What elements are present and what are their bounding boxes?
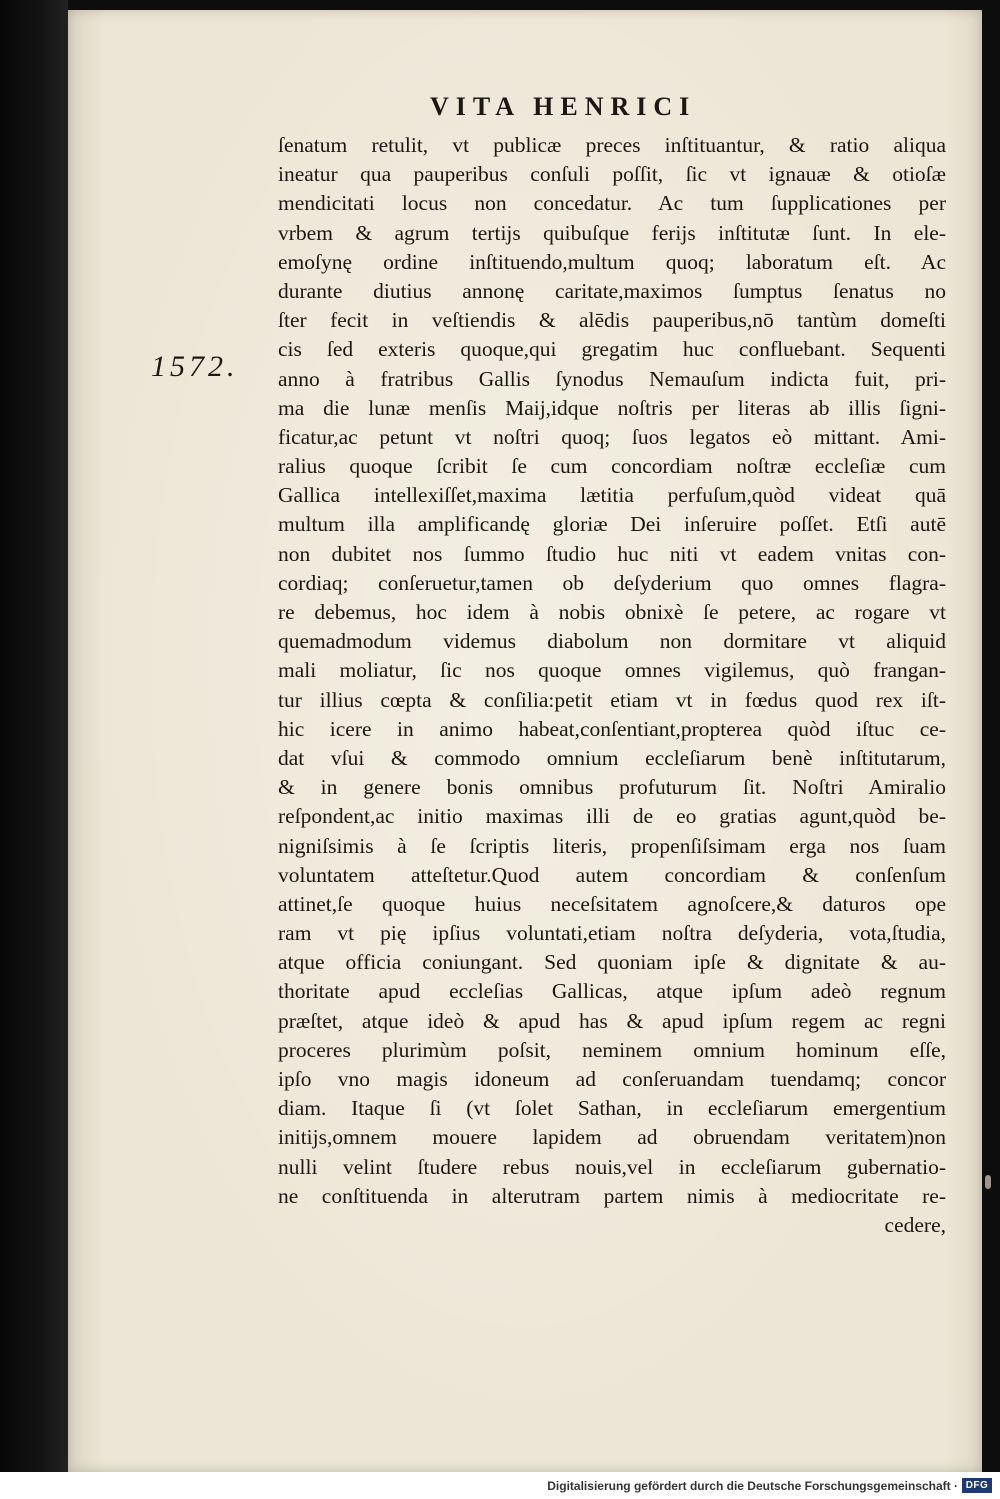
text-line: re debemus, hoc idem à nobis obnixè ſe petere, ac rogare vt xyxy=(278,600,946,624)
text-line: nigniſsimis à ſe ſcriptis literis, propenſiſsimam erga nos ſuam xyxy=(278,833,946,858)
text-line: tur illius cœpta & conſilia:petit etiam vt in fœdus quod rex iſt- xyxy=(278,687,946,712)
text-line: vrbem & agrum tertijs quibuſque ferijs inſtitutæ ſunt. In ele- xyxy=(278,220,946,245)
text-line: Gallica intellexiſſet,maxima lætitia perfuſum,quòd videat quā xyxy=(278,483,946,508)
dfg-logo: DFG xyxy=(962,1478,992,1493)
text-line: proceres plurimùm poſsit, neminem omnium hominum eſſe, xyxy=(278,1037,946,1062)
text-line: multum illa amplificandę gloriæ Dei inſeruire poſſet. Etſi autē xyxy=(278,512,946,537)
page-stain xyxy=(985,1175,991,1189)
text-line: anno à fratribus Gallis ſynodus Nemauſum indicta fuit, pri- xyxy=(278,366,946,391)
text-line: reſpondent,ac initio maximas illi de eo gratias agunt,quòd be- xyxy=(278,804,946,829)
text-line: dat vſui & commodo omnium eccleſiarum benè inſtitutarum, xyxy=(278,745,946,770)
text-line: ma die lunæ menſis Maij,idque noſtris per literas ab illis ſigni- xyxy=(278,395,946,420)
margin-note-year: 1572. xyxy=(151,350,239,383)
footer-credit: Digitalisierung gefördert durch die Deutsche Forschungsgemeinschaft · xyxy=(547,1479,958,1493)
text-line: cordiaq; conſeruetur,tamen ob deſyderium quo omnes flagra- xyxy=(278,570,946,595)
text-line: ipſo vno magis idoneum ad conſeruandam tuendamq; concor xyxy=(278,1067,946,1091)
text-line: cedere, xyxy=(884,1212,946,1237)
running-head: VITA HENRICI xyxy=(430,92,697,121)
text-line: hic icere in animo habeat,conſentiant,propterea quòd iſtuc ce- xyxy=(278,716,946,741)
text-line: ſenatum retulit, vt publicæ preces inſtituantur, & ratio aliqua xyxy=(278,133,946,157)
footer-bar xyxy=(0,1472,1000,1499)
text-line: attinet,ſe quoque huius neceſsitatem agnoſcere,& daturos ope xyxy=(278,891,946,916)
text-line: non dubitet nos ſummo ſtudio huc niti vt eadem vnitas con- xyxy=(278,541,946,566)
body-text xyxy=(278,131,946,1240)
text-line: mendicitati locus non concedatur. Ac tum ſupplicationes per xyxy=(278,191,946,216)
text-line: voluntatem atteſtetur.Quod autem concordiam & conſenſum xyxy=(278,862,946,887)
text-line: emoſynę ordine inſtituendo,multum quoq; laboratum eſt. Ac xyxy=(278,249,946,274)
text-line: præſtet, atque ideò & apud has & apud ipſum regem ac regni xyxy=(278,1008,946,1033)
text-line: diam. Itaque ſi (vt ſolet Sathan, in eccleſiarum emergentium xyxy=(278,1096,946,1121)
text-line: ram vt pię ipſius voluntati,etiam noſtra deſyderia, vota,ſtudia, xyxy=(278,921,946,946)
text-line: thoritate apud eccleſias Gallicas, atque ipſum adeò regnum xyxy=(278,979,946,1004)
text-line: ficatur,ac petunt vt noſtri quoq; ſuos legatos eò mittant. Ami- xyxy=(278,424,946,449)
text-line: durante diutius annonę caritate,maximos ſumptus ſenatus no xyxy=(278,278,946,303)
text-line: & in genere bonis omnibus profuturum ſit. Noſtri Amiralio xyxy=(278,775,946,800)
text-line: ralius quoque ſcribit ſe cum concordiam noſtræ eccleſiæ cum xyxy=(278,454,946,479)
text-line: quemadmodum videmus diabolum non dormitare vt aliquid xyxy=(278,629,946,654)
text-line: atque officia coniungant. Sed quoniam ipſe & dignitate & au- xyxy=(278,950,946,975)
text-line: initijs,omnem mouere lapidem ad obruendam veritatem)non xyxy=(278,1125,946,1150)
text-line: mali moliatur, ſic nos quoque omnes vigilemus, quò frangan- xyxy=(278,658,946,683)
text-line: ſter fecit in veſtiendis & alēdis pauperibus,nō tantùm domeſti xyxy=(278,308,946,333)
book-gutter xyxy=(0,0,68,1499)
text-line: cis ſed exteris quoque,qui gregatim huc confluebant. Sequenti xyxy=(278,337,946,362)
text-line: nulli velint ſtudere rebus nouis,vel in eccleſiarum gubernatio- xyxy=(278,1154,946,1179)
text-line: ne conſtituenda in alterutram partem nimis à mediocritate re- xyxy=(278,1183,946,1208)
text-line: ineatur qua pauperibus conſuli poſſit, ſic vt ignauæ & otioſæ xyxy=(278,162,946,187)
